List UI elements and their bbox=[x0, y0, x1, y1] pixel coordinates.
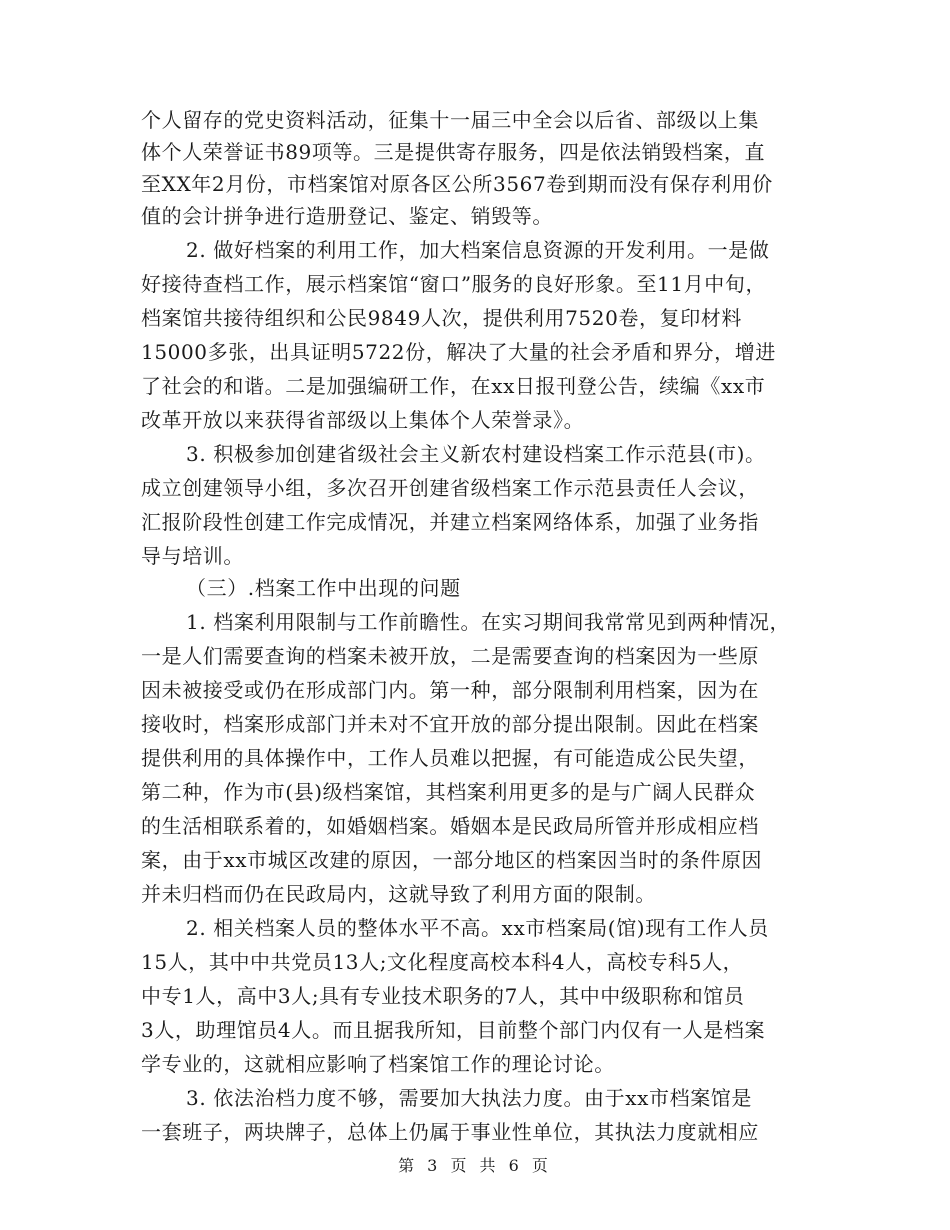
text-line: 第二种，作为市(县)级档案馆，其档案利用更多的是与广阔人民群众 bbox=[141, 780, 756, 804]
text-line: 一套班子，两块牌子，总体上仍属于事业性单位，其执法力度就相应 bbox=[141, 1120, 759, 1144]
text-line: 中专1人，高中3人;具有专业技术职务的7人，其中中级职称和馆员 bbox=[141, 984, 745, 1008]
text-line: 一是人们需要查询的档案未被开放，二是需要查询的档案因为一些原 bbox=[141, 644, 759, 668]
text-line: 成立创建领导小组，多次召开创建省级档案工作示范县责任人会议， bbox=[141, 476, 759, 500]
section-heading: （三）.档案工作中出现的问题 bbox=[186, 576, 461, 600]
text-line: 值的会计拼争进行造册登记、鉴定、销毁等。 bbox=[141, 204, 553, 228]
page-number-footer: 第 3 页 共 6 页 bbox=[398, 1156, 552, 1175]
text-line: 好接待查档工作，展示档案馆“窗口”服务的良好形象。至11月中旬， bbox=[141, 272, 767, 296]
text-line: 改革开放以来获得省部级以上集体个人荣誉录》。 bbox=[141, 408, 585, 432]
text-line: 3. 依法治档力度不够，需要加大执法力度。由于xx市档案馆是 bbox=[186, 1086, 752, 1110]
text-line: 个人留存的党史资料活动，征集十一届三中全会以后省、部级以上集 bbox=[141, 108, 759, 132]
text-line: 学专业的，这就相应影响了档案馆工作的理论讨论。 bbox=[141, 1052, 615, 1076]
text-line: 3. 积极参加创建省级社会主义新农村建设档案工作示范县(市)。 bbox=[186, 442, 766, 466]
text-line: 提供利用的具体操作中，工作人员难以把握，有可能造成公民失望， bbox=[141, 746, 759, 770]
text-line: 15000多张，出具证明5722份，解决了大量的社会矛盾和界分，增进 bbox=[141, 340, 776, 364]
text-line: 3人，助理馆员4人。而且据我所知，目前整个部门内仅有一人是档案 bbox=[141, 1018, 766, 1042]
text-line: 了社会的和谐。二是加强编研工作，在xx日报刊登公告，续编《xx市 bbox=[141, 374, 766, 398]
text-line: 因未被接受或仍在形成部门内。第一种，部分限制利用档案，因为在 bbox=[141, 678, 759, 702]
text-line: 汇报阶段性创建工作完成情况，并建立档案网络体系，加强了业务指 bbox=[141, 510, 759, 534]
text-line: 2. 相关档案人员的整体水平不高。xx市档案局(馆)现有工作人员 bbox=[186, 916, 769, 940]
text-line: 2. 做好档案的利用工作，加大档案信息资源的开发利用。一是做 bbox=[186, 238, 770, 262]
text-line: 体个人荣誉证书89项等。三是提供寄存服务，四是依法销毁档案，直 bbox=[141, 140, 766, 164]
text-line: 并未归档而仍在民政局内，这就导致了利用方面的限制。 bbox=[141, 882, 656, 906]
text-line: 接收时，档案形成部门并未对不宜开放的部分提出限制。因此在档案 bbox=[141, 712, 759, 736]
text-line: 档案馆共接待组织和公民9849人次，提供利用7520卷，复印材料 bbox=[141, 306, 742, 330]
text-line: 案，由于xx市城区改建的原因，一部分地区的档案因当时的条件原因 bbox=[141, 848, 763, 872]
text-line: 15人，其中中共党员13人;文化程度高校本科4人，高校专科5人， bbox=[141, 950, 744, 974]
text-line: 的生活相联系着的，如婚姻档案。婚姻本是民政局所管并形成相应档 bbox=[141, 814, 759, 838]
text-line: 1. 档案利用限制与工作前瞻性。在实习期间我常常见到两种情况， bbox=[186, 610, 791, 634]
text-line: 至XX年2月份，市档案馆对原各区公所3567卷到期而没有保存利用价 bbox=[141, 172, 773, 196]
text-line: 导与培训。 bbox=[141, 544, 244, 568]
